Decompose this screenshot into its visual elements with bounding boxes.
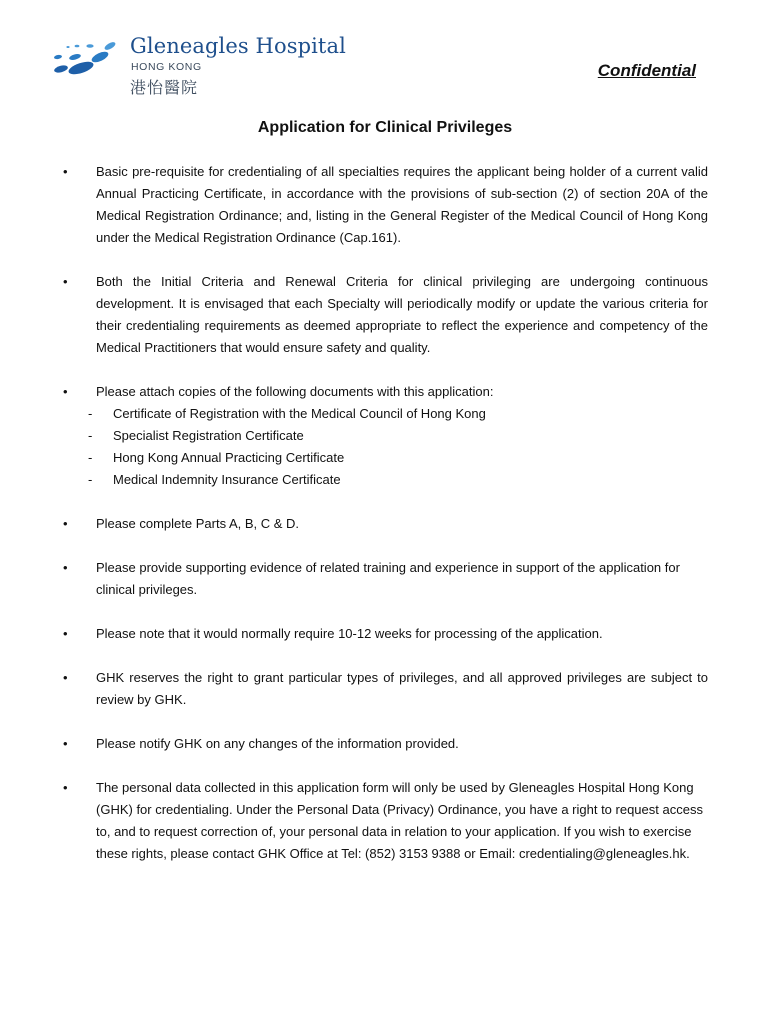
bullet-marker: • (63, 736, 68, 751)
hospital-logo (50, 34, 346, 100)
bullet-marker: • (63, 384, 68, 399)
list-item (0, 381, 770, 403)
dash-marker: - (88, 406, 93, 421)
logo-swoosh-icon (50, 38, 124, 78)
document-item (0, 403, 770, 425)
bullet-marker: • (63, 560, 68, 575)
dash-marker: - (88, 428, 93, 443)
list-item (0, 777, 770, 865)
bullet-marker: • (63, 780, 68, 795)
documents-group (0, 381, 770, 491)
document-item (0, 425, 770, 447)
list-item-text: GHK reserves the right to grant particular types of privileges, and all approved privileges are subject to review by GHK. (96, 670, 708, 707)
instructions-list (0, 161, 770, 887)
document-item-text: Specialist Registration Certificate (113, 428, 304, 443)
bullet-marker: • (63, 626, 68, 641)
list-item-text: Please provide supporting evidence of related training and experience in support of the application for clinical privileges. (96, 560, 680, 597)
logo-chinese-name: 港怡醫院 (130, 80, 199, 97)
list-item (0, 557, 770, 601)
document-item (0, 447, 770, 469)
bullet-marker: • (63, 164, 68, 179)
list-item-text: Please note that it would normally require 10-12 weeks for processing of the application. (96, 626, 603, 641)
bullet-marker: • (63, 670, 68, 685)
list-item (0, 513, 770, 535)
list-item-text: Please complete Parts A, B, C & D. (96, 516, 300, 531)
list-item-text: Please attach copies of the following documents with this application: (96, 384, 494, 399)
list-item (0, 271, 770, 359)
bullet-marker: • (63, 516, 68, 531)
dash-marker: - (88, 472, 93, 487)
list-item-text: Both the Initial Criteria and Renewal Criteria for clinical privileging are undergoing continuous development. It is envisaged that each Specialty will periodically modify or update the various criteria for their credentialing requirements as deemed appropriate to reflect the experience and competency of the Medical Practitioners that would ensure safety and quality. (96, 274, 708, 355)
list-item (0, 623, 770, 645)
document-item (0, 469, 770, 491)
document-item-text: Hong Kong Annual Practicing Certificate (113, 450, 345, 465)
logo-hospital-name: Gleneagles Hospital (130, 34, 346, 58)
page-title: Application for Clinical Privileges (257, 119, 513, 136)
document-item-text: Medical Indemnity Insurance Certificate (113, 472, 341, 487)
list-item (0, 667, 770, 711)
list-item-text: The personal data collected in this application form will only be used by Gleneagles Hospital Hong Kong (GHK) for credentialing. Under the Personal Data (Privacy) Ordinance, you have a right to request access to, and to request correction of, your personal data in relation to your application. If you wish to exercise these rights, please contact GHK Office at Tel: (852) 3153 9388 or Email: credentialing@gleneagles.hk. (96, 780, 703, 861)
bullet-marker: • (63, 274, 68, 289)
list-item (0, 733, 770, 755)
list-item (0, 161, 770, 249)
document-item-text: Certificate of Registration with the Medical Council of Hong Kong (113, 406, 486, 421)
list-item-text: Please notify GHK on any changes of the information provided. (96, 736, 459, 751)
logo-subtitle: HONG KONG (131, 61, 202, 73)
dash-marker: - (88, 450, 93, 465)
confidential-label: Confidential (597, 61, 696, 80)
list-item-text: Basic pre-requisite for credentialing of all specialties requires the applicant being holder of a current valid Annual Practicing Certificate, in accordance with the provisions of sub-section (2) of section 20A of the Medical Registration Ordinance; and, listing in the General Register of the Medical Council of Hong Kong under the Medical Registration Ordinance (Cap.161). (96, 164, 708, 245)
